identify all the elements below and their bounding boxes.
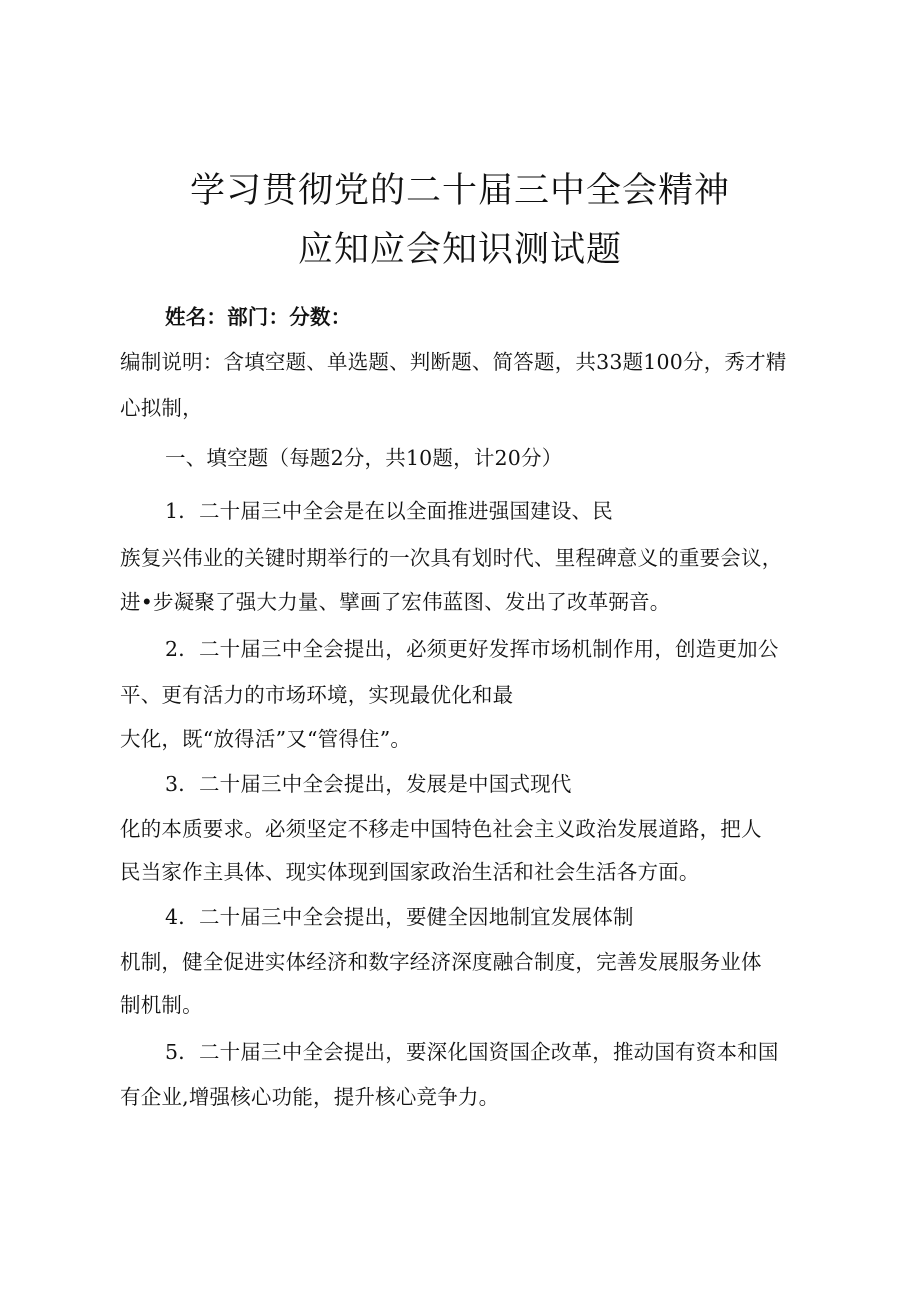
section-heading-fill-blank: 一、填空题（每题2分，共10题，计20分） — [165, 446, 563, 470]
question-4-line-1: 4．二十届三中全会提出，要健全因地制宜发展体制 — [165, 905, 634, 929]
question-1-line-2: 族复兴伟业的关键时期举行的一次具有划时代、里程碑意义的重要会议， — [120, 546, 783, 570]
question-2-line-1: 2．二十届三中全会提出，必须更好发挥市场机制作用，创造更加公 — [165, 637, 779, 661]
intro-line-1: 编制说明：含填空题、单选题、判断题、简答题，共33题100分，秀才精 — [120, 350, 787, 374]
document-title-line-2: 应知应会知识测试题 — [297, 230, 622, 270]
question-2-line-3: 大化，既“放得活”又“管得住”。 — [120, 727, 412, 751]
info-fields-line: 姓名：部门：分数： — [165, 305, 352, 329]
document-title-line-1: 学习贯彻党的二十届三中全会精神 — [189, 171, 730, 211]
question-5-line-1: 5．二十届三中全会提出，要深化国资国企改革，推动国有资本和国 — [165, 1040, 779, 1064]
question-4-line-2: 机制，健全促进实体经济和数字经济深度融合制度，完善发展服务业体 — [120, 950, 762, 974]
question-5-line-2: 有企业,增强核心功能，提升核心竞争力。 — [120, 1085, 500, 1109]
intro-line-2: 心拟制， — [120, 396, 203, 420]
question-1-line-1: 1．二十届三中全会是在以全面推进强国建设、民 — [165, 499, 613, 523]
question-3-line-2: 化的本质要求。必须坚定不移走中国特色社会主义政治发展道路，把人 — [120, 817, 762, 841]
question-2-line-2: 平、更有活力的市场环境，实现最优化和最 — [120, 683, 514, 707]
question-1-line-3: 进•步凝聚了强大力量、擘画了宏伟蓝图、发出了改革弼音。 — [120, 590, 671, 614]
question-4-line-3: 制机制。 — [120, 993, 203, 1017]
question-3-line-3: 民当家作主具体、现实体现到国家政治生活和社会生活各方面。 — [120, 860, 700, 884]
question-3-line-1: 3．二十届三中全会提出，发展是中国式现代 — [165, 772, 572, 796]
